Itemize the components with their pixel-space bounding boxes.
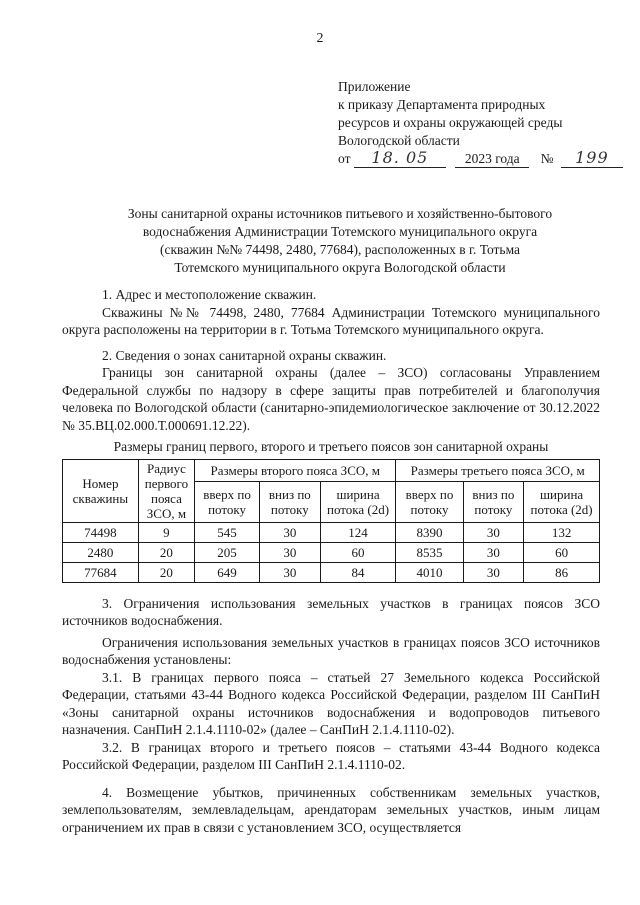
appendix-date-line — [338, 150, 628, 168]
cell-number: 2480 — [63, 542, 139, 562]
cell-third-up: 8390 — [396, 522, 463, 542]
section-3-1: 3.1. В границах первого пояса – статьей 27 Земельного кодекса Российской Федерации, статьями 43-44 Водного кодекса Российской Федерации, разделом III СанПиН «Зоны санитарной охраны источников водоснабжения и водопроводов питьевого назначения. СанПиН 2.1.4.1110-02» (далее – СанПиН 2.1.4.1110-02). — [62, 669, 600, 737]
cell-second-up: 545 — [195, 522, 260, 542]
title-line: Тотемского муниципального округа Вологодской области — [174, 260, 506, 275]
header-width: ширина потока (2d) — [524, 481, 600, 522]
table-row — [63, 542, 600, 562]
cell-second-down: 30 — [260, 542, 321, 562]
cell-second-down: 30 — [260, 522, 321, 542]
handwritten-number: 199 — [575, 148, 609, 167]
section-2-heading: 2. Сведения о зонах санитарной охраны скважин. — [102, 347, 387, 363]
header-radius: Радиус первого пояса ЗСО, м — [138, 459, 194, 522]
cell-third-up: 8535 — [396, 542, 463, 562]
appendix-line-2: к приказу Департамента природных — [338, 97, 546, 112]
cell-radius: 9 — [138, 522, 194, 542]
cell-third-width: 60 — [524, 542, 600, 562]
number-sign: № — [540, 151, 554, 166]
document-body — [62, 286, 600, 836]
section-3-intro: Ограничения использования земельных участков в границах поясов ЗСО источников водоснабжения установлены: — [62, 634, 600, 667]
cell-second-width: 124 — [320, 522, 396, 542]
title-line: Зоны санитарной охраны источников питьевого и хозяйственно-бытового — [127, 206, 553, 221]
cell-number: 74498 — [63, 522, 139, 542]
cell-third-up: 4010 — [396, 562, 463, 582]
table-caption: Размеры границ первого, второго и третьего поясов зон санитарной охраны — [113, 439, 549, 454]
cell-second-up: 649 — [195, 562, 260, 582]
table-row — [63, 522, 600, 542]
header-upstream: вверх по потоку — [396, 481, 463, 522]
header-downstream: вниз по потоку — [463, 481, 524, 522]
appendix-line-3: ресурсов и охраны окружающей среды — [338, 115, 563, 130]
cell-second-down: 30 — [260, 562, 321, 582]
section-4-text: 4. Возмещение убытков, причиненных собственникам земельных участков, землепользователям, землевладельцам, арендаторам земельных участков, иным лицам ограничением их прав в связи с установлением ЗСО, осуществляется — [62, 784, 600, 835]
cell-second-width: 60 — [320, 542, 396, 562]
section-2-text: Границы зон санитарной охраны (далее – ЗСО) согласованы Управлением Федеральной службы по надзору в сфере защиты прав потребителей и благополучия человека по Вологодской области (санитарно-эпидемиологическое заключение от 30.12.2022 № 35.ВЦ.02.000.Т.000691.12.22). — [62, 365, 600, 433]
cell-third-down: 30 — [463, 542, 524, 562]
section-3-heading: 3. Ограничения использования земельных участков в границах поясов ЗСО источников водоснабжения. — [62, 595, 600, 628]
cell-third-width: 132 — [524, 522, 600, 542]
appendix-block — [338, 78, 628, 168]
document-title — [70, 205, 610, 277]
header-number: Номер скважины — [63, 459, 139, 522]
cell-second-width: 84 — [320, 562, 396, 582]
header-width: ширина потока (2d) — [320, 481, 396, 522]
section-3-2: 3.2. В границах второго и третьего поясов – статьями 43-44 Водного кодекса Российской Федерации, разделом III СанПиН 2.1.4.1110-02. — [62, 739, 600, 772]
cell-third-down: 30 — [463, 562, 524, 582]
handwritten-date: 18. 05 — [371, 148, 429, 167]
header-downstream: вниз по потоку — [260, 481, 321, 522]
cell-third-down: 30 — [463, 522, 524, 542]
appendix-line-1: Приложение — [338, 79, 411, 94]
section-1-text: Скважины №№ 74498, 2480, 77684 Администрации Тотемского муниципального округа расположены на территории в г. Тотьма Тотемского муниципального округа. — [62, 304, 600, 337]
table-row — [63, 562, 600, 582]
cell-number: 77684 — [63, 562, 139, 582]
header-third-belt: Размеры третьего пояса ЗСО, м — [396, 459, 600, 481]
header-second-belt: Размеры второго пояса ЗСО, м — [195, 459, 396, 481]
year-field: 2023 года — [455, 151, 529, 168]
cell-radius: 20 — [138, 542, 194, 562]
from-label: от — [338, 151, 351, 166]
section-1-heading: 1. Адрес и местоположение скважин. — [102, 287, 317, 302]
cell-radius: 20 — [138, 562, 194, 582]
title-line: водоснабжения Администрации Тотемского муниципального округа — [142, 224, 538, 239]
appendix-line-4: Вологодской области — [338, 133, 460, 148]
page-number: 2 — [316, 31, 324, 46]
date-field — [354, 150, 446, 168]
zso-table — [62, 459, 600, 583]
number-field — [561, 150, 623, 168]
cell-third-width: 86 — [524, 562, 600, 582]
cell-second-up: 205 — [195, 542, 260, 562]
title-line: (скважин №№ 74498, 2480, 77684), расположенных в г. Тотьма — [159, 242, 521, 257]
header-upstream: вверх по потоку — [195, 481, 260, 522]
